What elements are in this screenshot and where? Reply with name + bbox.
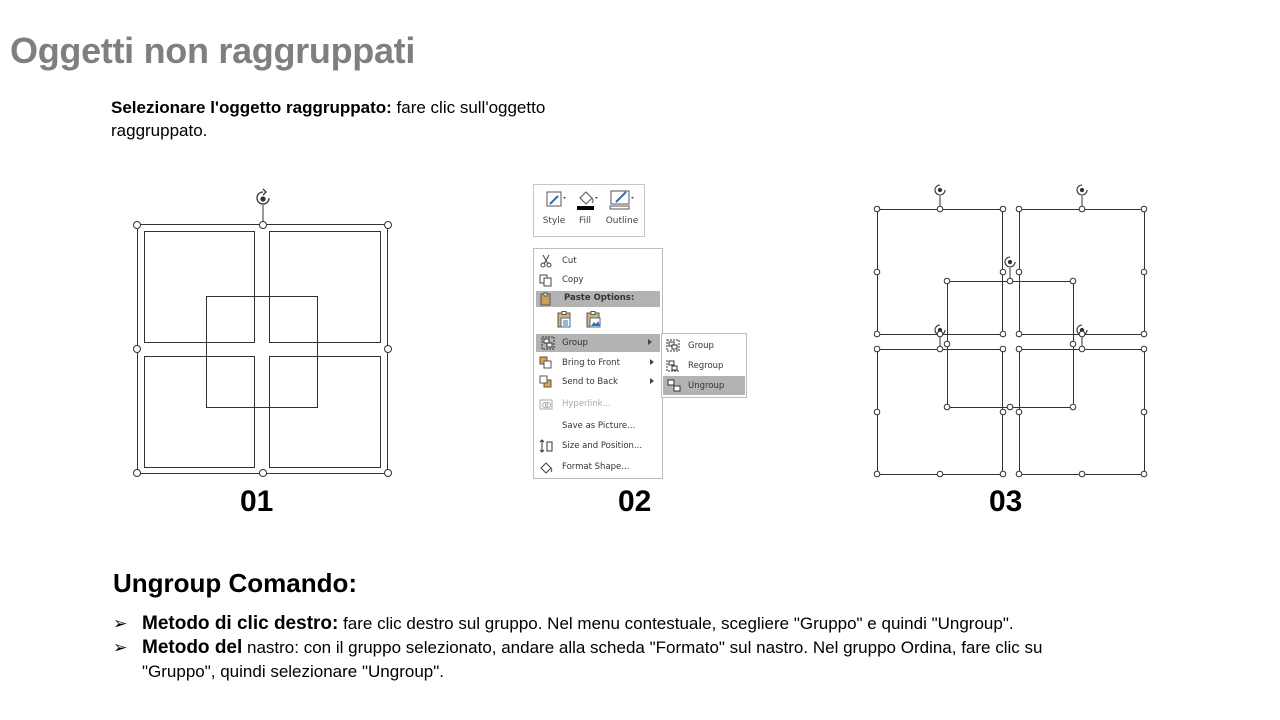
list-item: ➢ Metodo di clic destro: fare clic destro sul gruppo. Nel menu contestuale, scegliere "Gruppo" e quindi "Ungroup". xyxy=(113,613,1014,634)
submenu-item-ungroup[interactable]: Ungroup xyxy=(663,376,745,395)
paste-option-picture-icon[interactable] xyxy=(585,311,603,329)
style-label: Style xyxy=(542,216,566,226)
menu-item-hyperlink[interactable]: Hyperlink... xyxy=(534,395,662,413)
format-mini-toolbar xyxy=(533,184,645,237)
group-submenu xyxy=(661,333,747,398)
fill-button[interactable] xyxy=(571,188,601,210)
fill-bucket-icon xyxy=(573,188,599,210)
ungroup-icon xyxy=(667,379,681,392)
page-title: Oggetti non raggruppati xyxy=(10,30,416,71)
hyperlink-icon xyxy=(539,397,553,411)
paste-icon xyxy=(539,292,553,306)
group-icon xyxy=(541,336,555,350)
style-button[interactable] xyxy=(539,188,569,210)
instruction-list xyxy=(113,612,1053,684)
submenu-arrow-icon xyxy=(648,339,652,345)
regroup-icon xyxy=(666,359,680,372)
paste-option-keep-icon[interactable] xyxy=(556,311,574,329)
submenu-arrow-icon xyxy=(650,378,654,384)
intro-rest: fare clic sull'oggetto raggruppato. xyxy=(111,98,546,140)
copy-icon xyxy=(539,273,553,287)
grouped-object-figure[interactable] xyxy=(125,185,400,485)
group-icon xyxy=(666,339,680,352)
arrow-bullet-icon: ➢ xyxy=(113,614,128,633)
submenu-item-group[interactable]: Group xyxy=(662,336,746,355)
intro-bold: Selezionare l'oggetto raggruppato: xyxy=(111,98,392,117)
outline-button[interactable] xyxy=(606,188,636,210)
step-number-1: 01 xyxy=(240,485,274,518)
outline-pen-icon xyxy=(606,188,636,210)
fill-label: Fill xyxy=(578,216,592,226)
scissors-icon xyxy=(539,254,553,268)
menu-item-group[interactable]: Group xyxy=(536,334,660,352)
submenu-arrow-icon xyxy=(650,359,654,365)
rotate-handle-icon xyxy=(935,185,1087,335)
bring-front-icon xyxy=(539,356,553,370)
format-shape-icon xyxy=(539,460,553,474)
size-position-icon xyxy=(539,439,553,453)
list-item: ➢ Metodo del nastro: con il gruppo selezionato, andare alla scheda "Formato" sul nastro. Nel gruppo Ordina, fare clic su "Gruppo", quindi selezionare "Ungroup". xyxy=(113,637,1043,681)
ungrouped-objects-figure[interactable] xyxy=(865,180,1160,485)
menu-item-bring-to-front[interactable]: Bring to Front xyxy=(534,354,662,372)
shape-style-icon xyxy=(541,188,567,210)
rotate-handle-icon xyxy=(257,189,269,204)
context-menu xyxy=(533,248,663,479)
step-number-3: 03 xyxy=(989,485,1023,518)
menu-item-save-as-picture[interactable]: Save as Picture... xyxy=(562,421,636,431)
menu-item-format-shape[interactable]: Format Shape... xyxy=(534,458,662,476)
menu-item-size-position[interactable]: Size and Position... xyxy=(534,437,662,455)
intro-text xyxy=(111,96,551,142)
section-heading: Ungroup Comando: xyxy=(113,568,358,598)
paste-options-header: Paste Options: xyxy=(536,291,660,307)
submenu-item-regroup[interactable]: Regroup xyxy=(662,356,746,375)
outline-label: Outline xyxy=(605,216,639,226)
send-back-icon xyxy=(539,375,553,389)
arrow-bullet-icon: ➢ xyxy=(113,638,128,657)
step-number-2: 02 xyxy=(618,485,652,518)
menu-item-send-to-back[interactable]: Send to Back xyxy=(534,373,662,391)
menu-item-copy[interactable]: Copy xyxy=(534,271,662,289)
menu-item-cut[interactable]: Cut xyxy=(534,252,662,270)
